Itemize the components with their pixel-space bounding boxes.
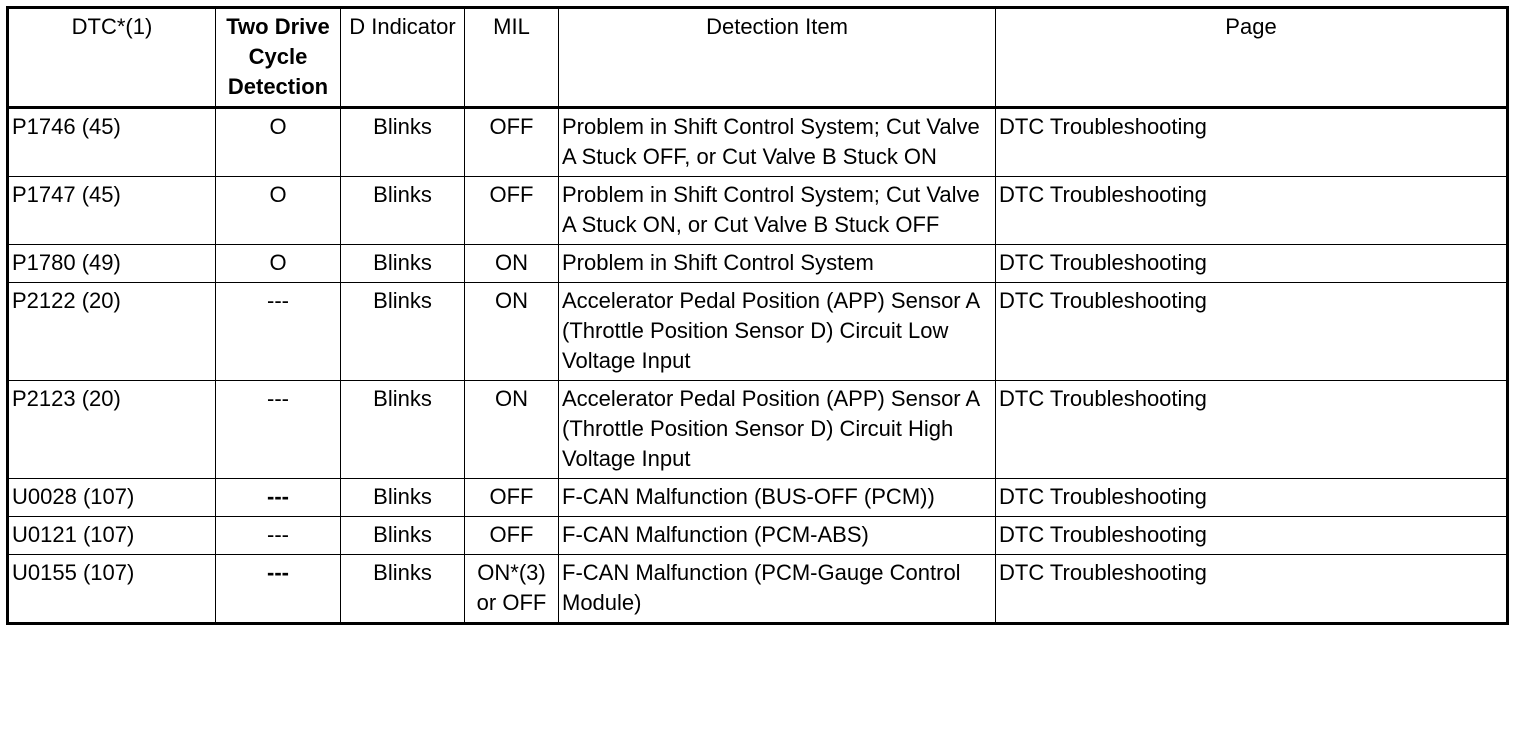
header-mil: MIL [465,8,559,108]
cell-mil: OFF [465,517,559,555]
header-d-indicator: D Indicator [341,8,465,108]
cell-page-link[interactable]: DTC Troubleshooting [996,108,1508,177]
header-two-drive-cycle-detection: Two Drive Cycle Detection [216,8,341,108]
cell-page-link[interactable]: DTC Troubleshooting [996,245,1508,283]
header-page: Page [996,8,1508,108]
cell-two-drive-cycle: O [216,245,341,283]
cell-d-indicator: Blinks [341,517,465,555]
cell-page-link[interactable]: DTC Troubleshooting [996,381,1508,479]
cell-d-indicator: Blinks [341,245,465,283]
cell-d-indicator: Blinks [341,283,465,381]
header-detection-item: Detection Item [559,8,996,108]
cell-dtc-code: P2123 (20) [8,381,216,479]
cell-two-drive-cycle: --- [216,517,341,555]
cell-detection-item: F-CAN Malfunction (BUS-OFF (PCM)) [559,479,996,517]
cell-d-indicator: Blinks [341,108,465,177]
cell-d-indicator: Blinks [341,177,465,245]
header-dtc: DTC*(1) [8,8,216,108]
cell-two-drive-cycle: O [216,177,341,245]
cell-dtc-code: U0155 (107) [8,555,216,624]
cell-d-indicator: Blinks [341,381,465,479]
dtc-table-wrapper [6,6,1509,625]
table-row [8,517,1508,555]
cell-mil: ON [465,283,559,381]
cell-detection-item: Accelerator Pedal Position (APP) Sensor A (Throttle Position Sensor D) Circuit Low Voltage Input [559,283,996,381]
cell-two-drive-cycle: --- [216,555,341,624]
table-body [8,108,1508,624]
cell-mil: OFF [465,108,559,177]
cell-dtc-code: P1747 (45) [8,177,216,245]
table-row [8,381,1508,479]
cell-d-indicator: Blinks [341,479,465,517]
cell-page-link[interactable]: DTC Troubleshooting [996,283,1508,381]
cell-page-link[interactable]: DTC Troubleshooting [996,517,1508,555]
table-row [8,283,1508,381]
cell-mil: OFF [465,479,559,517]
cell-dtc-code: P1780 (49) [8,245,216,283]
cell-detection-item: F-CAN Malfunction (PCM-Gauge Control Module) [559,555,996,624]
cell-two-drive-cycle: --- [216,381,341,479]
cell-detection-item: Problem in Shift Control System [559,245,996,283]
table-row [8,555,1508,624]
table-row [8,479,1508,517]
cell-mil: ON*(3) or OFF [465,555,559,624]
cell-two-drive-cycle: --- [216,479,341,517]
cell-mil: ON [465,245,559,283]
cell-dtc-code: U0028 (107) [8,479,216,517]
table-row [8,245,1508,283]
table-row [8,108,1508,177]
cell-page-link[interactable]: DTC Troubleshooting [996,555,1508,624]
cell-dtc-code: U0121 (107) [8,517,216,555]
table-row [8,177,1508,245]
cell-page-link[interactable]: DTC Troubleshooting [996,177,1508,245]
cell-dtc-code: P1746 (45) [8,108,216,177]
table-header [8,8,1508,108]
cell-two-drive-cycle: O [216,108,341,177]
header-row [8,8,1508,108]
cell-two-drive-cycle: --- [216,283,341,381]
cell-mil: OFF [465,177,559,245]
cell-detection-item: Problem in Shift Control System; Cut Valve A Stuck ON, or Cut Valve B Stuck OFF [559,177,996,245]
cell-mil: ON [465,381,559,479]
cell-dtc-code: P2122 (20) [8,283,216,381]
cell-page-link[interactable]: DTC Troubleshooting [996,479,1508,517]
cell-detection-item: Problem in Shift Control System; Cut Valve A Stuck OFF, or Cut Valve B Stuck ON [559,108,996,177]
dtc-table [6,6,1509,625]
cell-detection-item: F-CAN Malfunction (PCM-ABS) [559,517,996,555]
cell-d-indicator: Blinks [341,555,465,624]
cell-detection-item: Accelerator Pedal Position (APP) Sensor A (Throttle Position Sensor D) Circuit High Voltage Input [559,381,996,479]
